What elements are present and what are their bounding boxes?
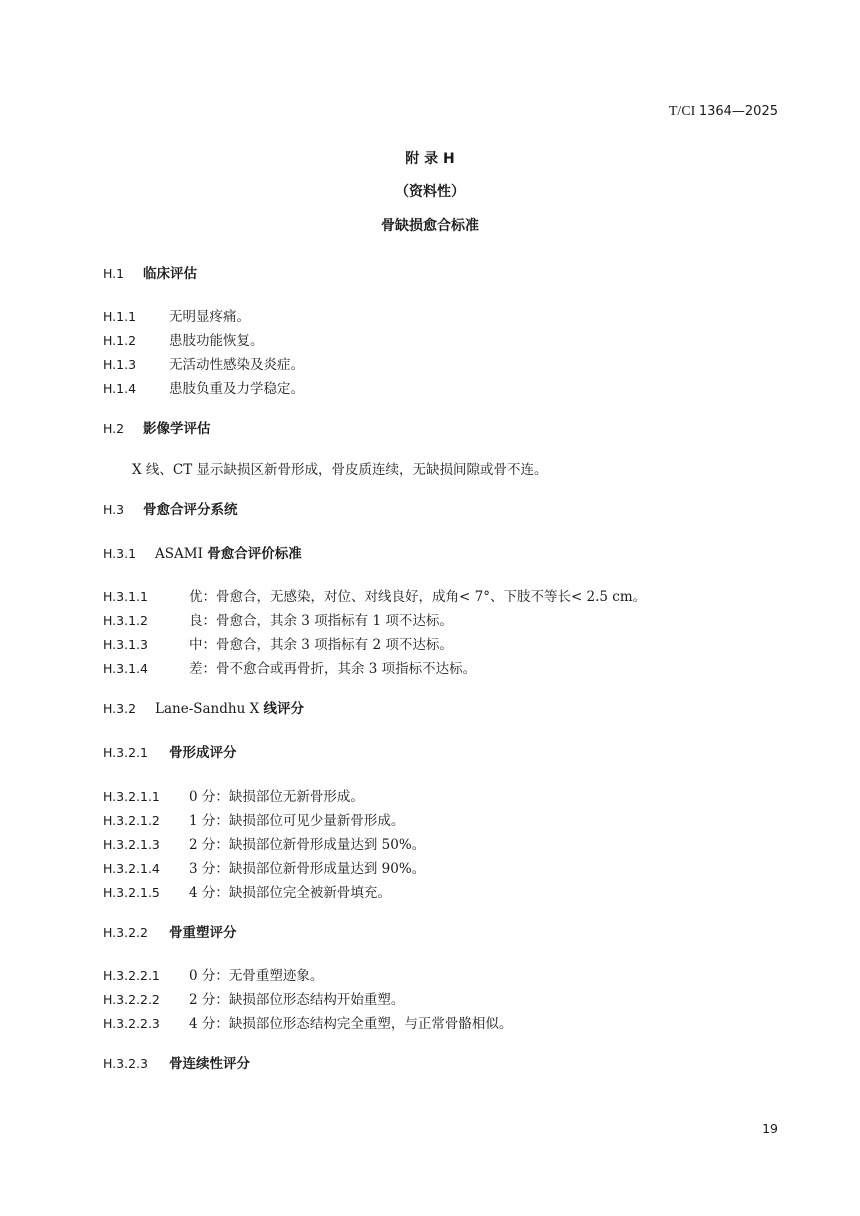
section-label: 骨形成评分 [169,745,237,761]
section-label: 骨愈合评价标准 [207,546,302,562]
item-code: H.3.2.1.5 [103,885,160,900]
list-item [103,609,453,629]
section-code: H.3.2.1 [103,745,148,760]
section-label-plain: Lane-Sandhu X [155,701,264,717]
list-item [103,857,425,877]
section-label: 骨连续性评分 [169,1056,250,1072]
paragraph: X 线、CT 显示缺损区新骨形成，骨皮质连续，无缺损间隙或骨不连。 [132,462,548,478]
section-label: 骨重塑评分 [169,925,237,941]
list-item [103,657,476,677]
list-item [103,785,364,805]
item-text: 无明显疼痛。 [169,309,250,325]
header-number: 1364—2025 [698,104,778,119]
list-item [103,353,304,373]
item-code: H.3.2.2.3 [103,1016,160,1031]
section-h1 [103,262,197,282]
list-item [103,809,404,829]
page-number: 19 [762,1121,778,1136]
appendix-title: 附 录 H [405,151,455,167]
item-code: H.3.2.1.1 [103,789,160,804]
list-item [103,988,404,1008]
item-text: 患肢负重及力学稳定。 [169,381,304,397]
appendix-nature: （资料性） [395,184,465,200]
section-code: H.3 [103,502,125,517]
item-text: 1 分：缺损部位可见少量新骨形成。 [189,813,405,829]
item-code: H.1.3 [103,357,137,372]
section-h322 [103,921,237,941]
section-label: 骨愈合评分系统 [143,502,238,518]
item-text: 差：骨不愈合或再骨折，其余 3 项指标不达标。 [189,661,477,677]
section-code: H.1 [103,266,125,281]
section-h321 [103,741,237,761]
item-code: H.3.2.1.2 [103,813,160,828]
item-code: H.1.1 [103,309,137,324]
item-text: 良：骨愈合，其余 3 项指标有 1 项不达标。 [189,613,453,629]
item-code: H.3.2.2.2 [103,992,160,1007]
section-h323 [103,1052,250,1072]
item-text: 2 分：缺损部位新骨形成量达到 50%。 [189,837,426,853]
item-code: H.1.2 [103,333,137,348]
section-code: H.3.1 [103,546,137,561]
item-code: H.3.1.4 [103,661,148,676]
item-text: 4 分：缺损部位形态结构完全重塑，与正常骨骼相似。 [189,1016,513,1032]
section-label: 影像学评估 [143,421,211,437]
list-item [103,1012,512,1032]
section-code: H.3.2.3 [103,1056,148,1071]
section-label-plain: ASAMI [155,546,208,562]
item-text: 无活动性感染及炎症。 [169,357,304,373]
item-code: H.3.1.3 [103,637,148,652]
header-prefix: T/CI [668,104,699,119]
section-h32 [103,697,304,717]
item-text: 中：骨愈合，其余 3 项指标有 2 项不达标。 [189,637,453,653]
section-code: H.3.2.2 [103,925,148,940]
item-code: H.1.4 [103,381,137,396]
item-text: 2 分：缺损部位形态结构开始重塑。 [189,992,405,1008]
section-h31 [103,542,302,562]
section-label: 线评分 [263,701,304,717]
section-h3 [103,498,238,518]
list-item [103,377,304,397]
item-text: 0 分：缺损部位无新骨形成。 [189,789,364,805]
section-h2 [103,417,211,437]
appendix-subject: 骨缺损愈合标准 [381,218,479,234]
section-label: 临床评估 [143,266,197,282]
document-header [669,104,778,120]
list-item [103,964,323,984]
item-code: H.3.2.1.4 [103,861,160,876]
item-text: 患肢功能恢复。 [169,333,264,349]
section-code: H.2 [103,421,125,436]
section-code: H.3.2 [103,701,137,716]
item-code: H.3.1.1 [103,589,148,604]
item-text: 0 分：无骨重塑迹象。 [189,968,324,984]
item-code: H.3.2.2.1 [103,968,160,983]
item-text: 3 分：缺损部位新骨形成量达到 90%。 [189,861,426,877]
list-item [103,833,425,853]
list-item [103,305,250,325]
list-item [103,881,391,901]
item-text: 4 分：缺损部位完全被新骨填充。 [189,885,391,901]
item-code: H.3.2.1.3 [103,837,160,852]
list-item [103,329,264,349]
item-text: 优：骨愈合，无感染，对位、对线良好，成角< 7°、下肢不等长< 2.5 cm。 [189,589,647,605]
item-code: H.3.1.2 [103,613,148,628]
list-item [103,633,453,653]
list-item [103,585,646,605]
